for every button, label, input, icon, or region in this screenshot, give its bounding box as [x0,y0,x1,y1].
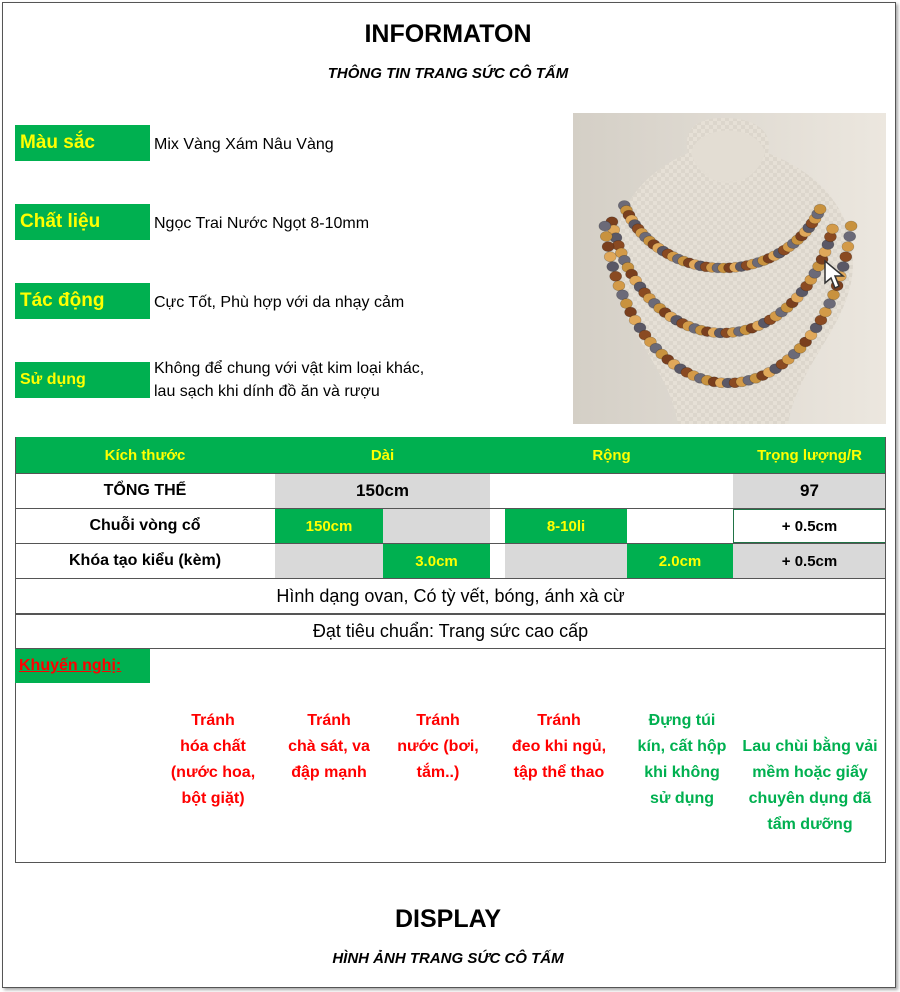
pearl [602,242,614,252]
necklace-image [573,113,886,424]
header-weight: Trọng lượng/R [733,437,886,473]
pearl [600,231,612,241]
pearl [837,262,849,272]
header-length: Dài [275,437,490,473]
row-necklace-label: Chuỗi vòng cổ [89,517,201,534]
row-necklace-width: 8-10li [505,509,627,543]
usage-value [154,357,424,403]
pearl [824,299,836,309]
display-subtitle: HÌNH ẢNH TRANG SỨC CÔ TẤM [332,950,564,967]
recommend-item: Lau chùi bằng vải mềm hoặc giấy chuyên dụng đã tẩm dưỡng [742,738,878,833]
pearl [840,252,852,262]
color-value: Mix Vàng Xám Nâu Vàng [154,136,334,153]
standard-note: Đạt tiêu chuẩn: Trang sức cao cấp [15,614,886,649]
effect-label: Tác động [15,283,150,319]
pearl [604,252,616,262]
header-size: Kích thước [15,437,275,473]
row-total-label: TỔNG THỂ [103,482,187,499]
header-width: Rộng [490,437,733,473]
pearl [844,231,856,241]
page-subtitle: THÔNG TIN TRANG SỨC CÔ TẤM [327,65,569,82]
pearl [845,221,857,231]
pearl [828,290,840,300]
shape-note: Hình dạng ovan, Có tỳ vết, bóng, ánh xà cừ [15,580,886,614]
pearl [607,262,619,272]
row-total-length: 150cm [275,474,490,508]
recommend-item: Đựng túi kín, cất hộp khi không sử dụng [637,712,727,807]
row-clasp-width: 2.0cm [627,544,733,578]
pearl [599,221,611,231]
pearl [613,281,625,291]
material-value: Ngọc Trai Nước Ngọt 8-10mm [154,215,370,232]
row-necklace-weight[interactable]: + 0.5cm [733,509,886,543]
pearl [610,271,622,281]
pearl [814,204,826,214]
usage-label: Sử dụng [15,362,150,398]
row-clasp-width-extra [505,544,627,578]
row-necklace-length: 150cm [275,509,383,543]
pearl [617,290,629,300]
color-label: Màu sắc [15,125,150,161]
row-clasp-weight: + 0.5cm [733,544,886,578]
usage-value-line2: lau sạch khi dính đồ ăn và rượu [154,383,380,400]
recommend-label: Khuyến nghị: [15,649,150,683]
recommend-item: Tránh chà sát, va đập mạnh [288,712,370,781]
row-clasp-length-extra [275,544,383,578]
row-clasp-length: 3.0cm [383,544,490,578]
page-title: INFORMATON [364,20,532,48]
row-total-weight: 97 [733,474,886,508]
row-necklace-length-extra [383,509,490,543]
recommend-item: Tránh đeo khi ngủ, tập thể thao [511,712,607,781]
material-label: Chất liệu [15,204,150,240]
usage-value-line1: Không để chung với vật kim loại khác, [154,360,425,377]
pearl [827,224,839,234]
display-title: DISPLAY [394,905,502,933]
pearl [842,242,854,252]
row-clasp-label: Khóa tạo kiểu (kèm) [68,552,222,569]
product-photo [573,113,886,424]
effect-value: Cực Tốt, Phù hợp với da nhạy cảm [154,294,405,311]
recommend-item: Tránh nước (bơi, tắm..) [397,712,479,781]
recommend-item: Tránh hóa chất (nước hoa, bột giặt) [170,712,256,807]
